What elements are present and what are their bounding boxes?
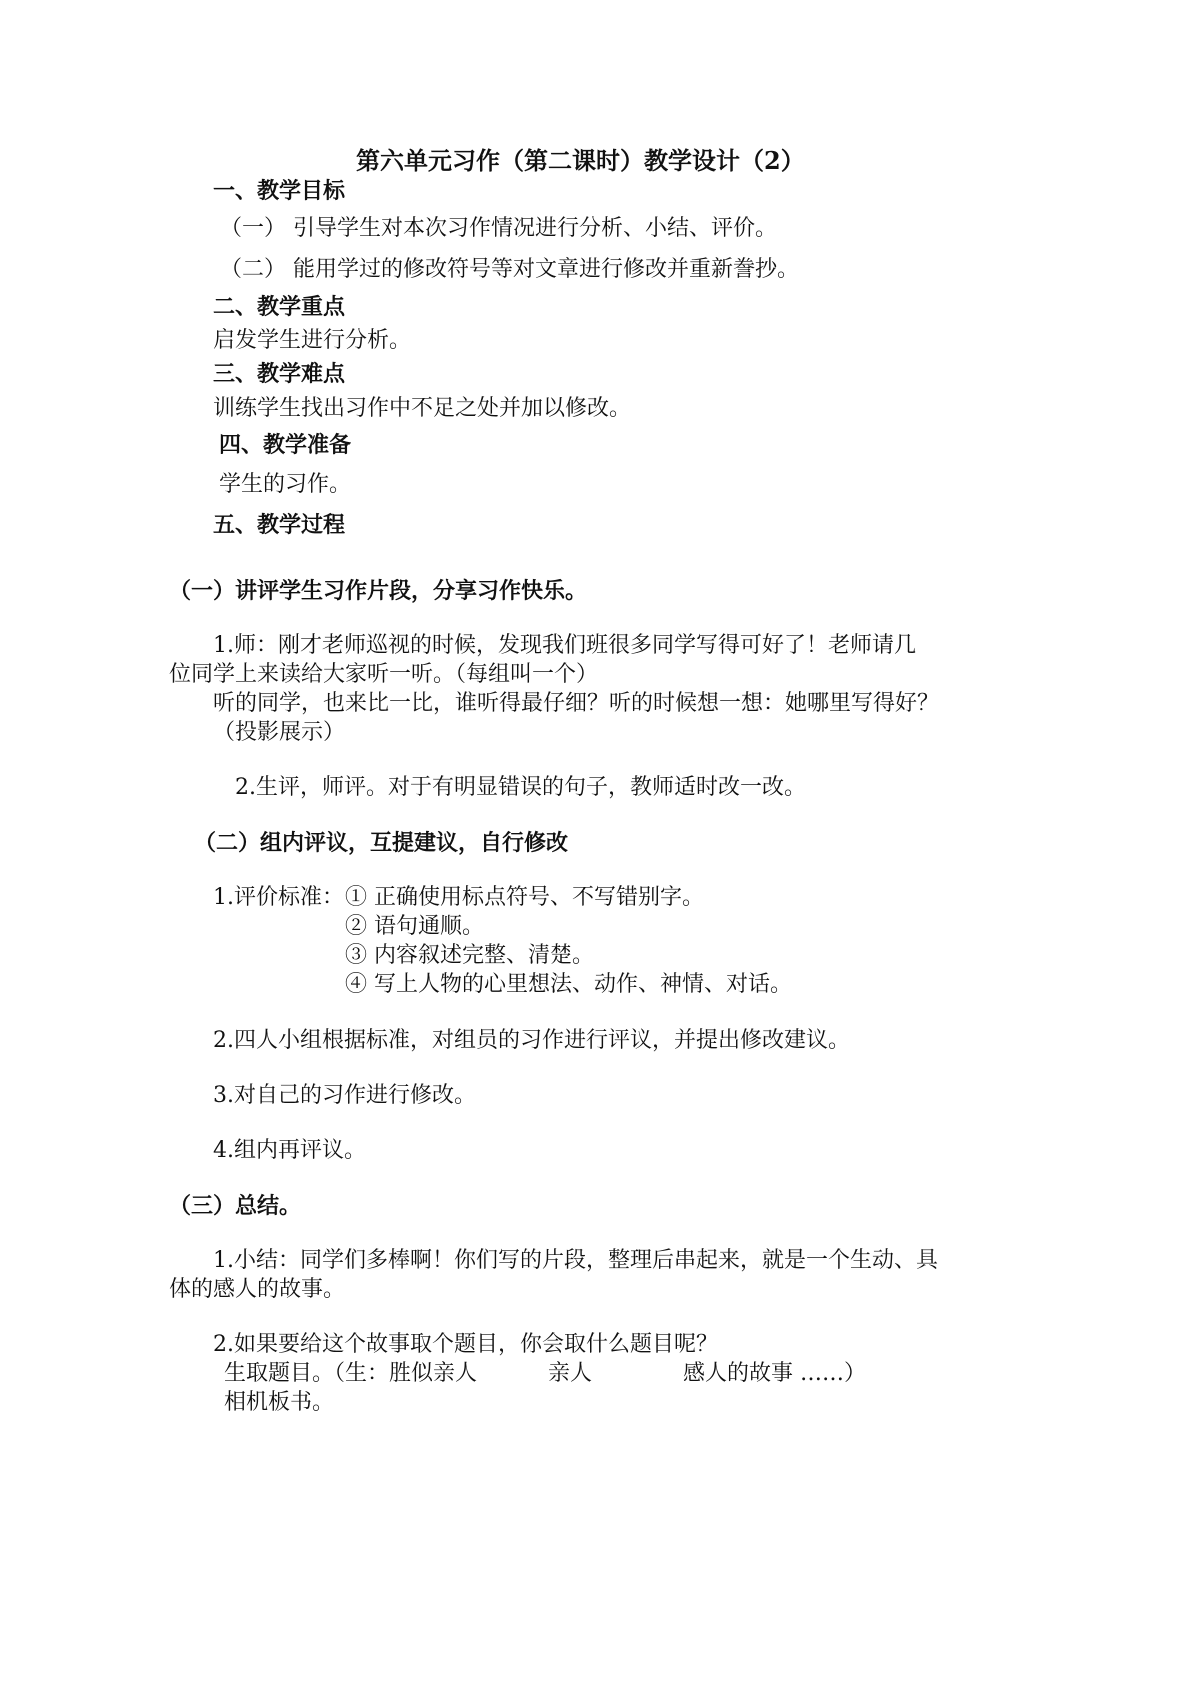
section-heading-key-points: 二、教学重点 [213, 294, 346, 320]
criteria-item: ① 正确使用标点符号、不写错别字。 [345, 885, 704, 910]
section-heading-objectives: 一、教学目标 [213, 178, 346, 204]
paragraph-line: 2.生评，师评。对于有明显错误的句子，教师适时改一改。 [235, 775, 806, 800]
paragraph-line: 听的同学，也来比一比，谁听得最仔细？听的时候想一想：她哪里写得好？ [213, 691, 940, 716]
objective-item: （一） 引导学生对本次习作情况进行分析、小结、评价。 [220, 216, 777, 241]
section-heading-preparation: 四、教学准备 [219, 432, 352, 458]
paragraph-line: 2.四人小组根据标准，对组员的习作进行评议，并提出修改建议。 [213, 1028, 850, 1053]
paragraph-line: 4.组内再评议。 [213, 1138, 366, 1163]
paragraph-line: 相机板书。 [224, 1390, 335, 1415]
criteria-item: ② 语句通顺。 [345, 914, 484, 939]
page-title: 第六单元习作（第二课时）教学设计（2） [356, 146, 805, 175]
process-step-heading: （一）讲评学生习作片段，分享习作快乐。 [169, 578, 588, 604]
section-heading-difficulties: 三、教学难点 [213, 361, 346, 387]
objective-item: （二） 能用学过的修改符号等对文章进行修改并重新誊抄。 [220, 257, 799, 282]
key-points-text: 启发学生进行分析。 [213, 328, 412, 353]
process-step-heading: （二）组内评议，互提建议，自行修改 [194, 830, 569, 856]
paragraph-line: 位同学上来读给大家听一听。（每组叫一个） [169, 662, 599, 687]
paragraph-line: （投影展示） [213, 720, 346, 745]
preparation-text: 学生的习作。 [219, 472, 352, 497]
paragraph-line: 亲人 [548, 1361, 593, 1386]
paragraph-line: 感人的故事 ……） [683, 1361, 866, 1386]
criteria-item: ③ 内容叙述完整、清楚。 [345, 943, 594, 968]
paragraph-line: 2.如果要给这个故事取个题目，你会取什么题目呢？ [213, 1332, 718, 1357]
difficulties-text: 训练学生找出习作中不足之处并加以修改。 [213, 396, 632, 421]
process-step-heading: （三）总结。 [169, 1193, 302, 1219]
criteria-item: ④ 写上人物的心里想法、动作、神情、对话。 [345, 972, 792, 997]
paragraph-line: 1.小结：同学们多棒啊！你们写的片段，整理后串起来，就是一个生动、具 [213, 1248, 938, 1273]
criteria-label: 1.评价标准： [213, 885, 344, 910]
section-heading-process: 五、教学过程 [213, 512, 346, 538]
paragraph-line: 生取题目。（生：胜似亲人 [224, 1361, 478, 1386]
paragraph-line: 1.师：刚才老师巡视的时候，发现我们班很多同学写得可好了！老师请几 [213, 633, 916, 658]
paragraph-line: 体的感人的故事。 [169, 1277, 346, 1302]
paragraph-line: 3.对自己的习作进行修改。 [213, 1083, 476, 1108]
